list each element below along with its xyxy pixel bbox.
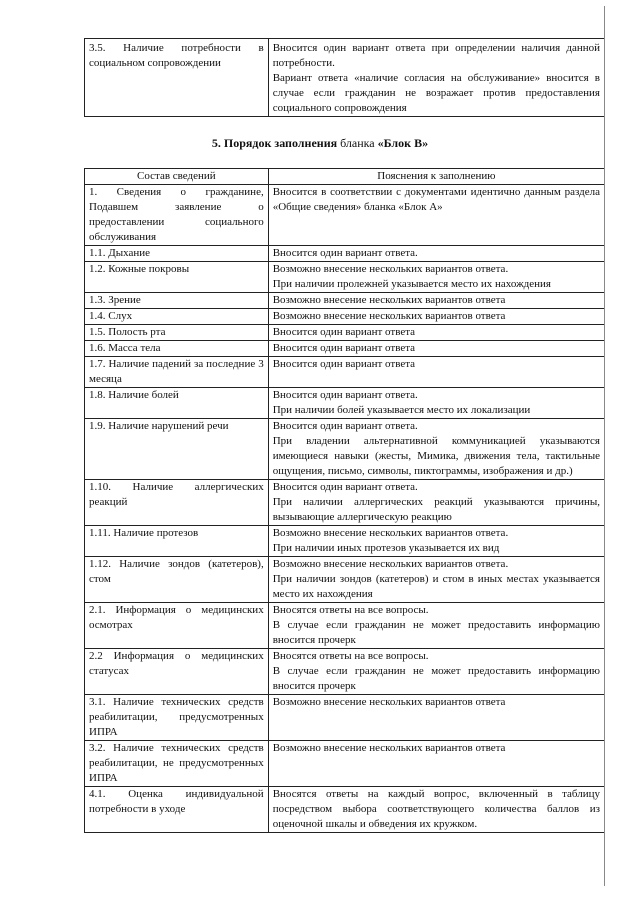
row-explanation bbox=[268, 526, 604, 557]
table-row bbox=[85, 695, 605, 741]
explanation-line: Вносится один вариант ответа bbox=[272, 326, 416, 338]
row-explanation bbox=[268, 341, 604, 357]
row-explanation bbox=[268, 649, 604, 695]
row-explanation bbox=[268, 246, 604, 262]
row-label: 1.8. Наличие болей bbox=[85, 388, 269, 419]
explanation-line: Вносятся ответы на все вопросы. bbox=[272, 604, 429, 616]
explanation-line: При наличии пролежней указывается место их нахождения bbox=[272, 278, 551, 290]
row-label: 1.7. Наличие падений за последние 3 месяца bbox=[85, 357, 269, 388]
explanation-line: Вносится один вариант ответа. bbox=[272, 389, 418, 401]
table-header-row bbox=[85, 169, 605, 185]
table-row bbox=[85, 741, 605, 787]
row-label: 3.1. Наличие технических средств реабилитации, предусмотренных ИПРА bbox=[85, 695, 269, 741]
explanation-line: Возможно внесение нескольких вариантов ответа bbox=[272, 294, 506, 306]
page-edge-line bbox=[604, 6, 605, 886]
row-explanation bbox=[268, 388, 604, 419]
row-label: 1.10. Наличие аллергических реакций bbox=[85, 480, 269, 526]
explanation-line: Вносится один вариант ответа bbox=[272, 358, 416, 370]
row-label: 2.2 Информация о медицинских статусах bbox=[85, 649, 269, 695]
table-row bbox=[85, 388, 605, 419]
table-row bbox=[85, 262, 605, 293]
heading-part: бланка bbox=[337, 136, 378, 150]
row-label: 1.2. Кожные покровы bbox=[85, 262, 269, 293]
row-explanation bbox=[268, 480, 604, 526]
explanation-line: При наличии болей указывается место их локализации bbox=[272, 404, 531, 416]
explanation-line: В случае если гражданин не может предоставить информацию вносится прочерк bbox=[272, 619, 600, 646]
explanation-line: Возможно внесение нескольких вариантов ответа. bbox=[272, 558, 509, 570]
row-label: 1.4. Слух bbox=[85, 309, 269, 325]
heading-part: «Блок В» bbox=[377, 136, 429, 150]
table-row bbox=[85, 357, 605, 388]
explanation-line: Вносится в соответствии с документами идентично данным раздела «Общие сведения» бланка «Блок А» bbox=[272, 186, 600, 213]
row-label: 1.1. Дыхание bbox=[85, 246, 269, 262]
row-explanation bbox=[268, 741, 604, 787]
row-explanation bbox=[268, 695, 604, 741]
explanation-line: Вариант ответа «наличие согласия на обслуживание» вносится в случае если гражданин не возражает против предоставления социального сопровождения bbox=[272, 72, 600, 114]
table-row bbox=[85, 526, 605, 557]
top-table-fragment bbox=[84, 38, 605, 117]
explanation-line: Возможно внесение нескольких вариантов ответа. bbox=[272, 263, 509, 275]
explanation-line: Вносятся ответы на все вопросы. bbox=[272, 650, 429, 662]
section-heading bbox=[0, 136, 640, 151]
row-label: 3.5. Наличие потребности в социальном сопровождении bbox=[85, 39, 269, 117]
row-explanation bbox=[268, 39, 604, 117]
explanation-line: Вносится один вариант ответа. bbox=[272, 247, 418, 259]
explanation-line: При наличии аллергических реакций указываются причины, вызывающие аллергическую реакцию bbox=[272, 496, 600, 523]
table-body bbox=[85, 185, 605, 833]
explanation-line: Вносится один вариант ответа bbox=[272, 342, 416, 354]
explanation-line: Вносится один вариант ответа. bbox=[272, 481, 418, 493]
row-label: 1.3. Зрение bbox=[85, 293, 269, 309]
explanation-line: В случае если гражданин не может предоставить информацию вносится прочерк bbox=[272, 665, 600, 692]
column-header: Пояснения к заполнению bbox=[268, 169, 604, 185]
row-explanation bbox=[268, 357, 604, 388]
row-label: 1.6. Масса тела bbox=[85, 341, 269, 357]
row-explanation bbox=[268, 262, 604, 293]
column-header: Состав сведений bbox=[85, 169, 269, 185]
row-explanation bbox=[268, 185, 604, 246]
explanation-line: Вносится один вариант ответа при определении наличия данной потребности. bbox=[272, 42, 600, 69]
explanation-line: Возможно внесение нескольких вариантов ответа bbox=[272, 696, 506, 708]
row-explanation bbox=[268, 419, 604, 480]
explanation-line: Вносятся ответы на каждый вопрос, включенный в таблицу посредством выбора соответствующего количества баллов из оценочной шкалы и обведения их кружком. bbox=[272, 788, 600, 830]
table-row bbox=[85, 39, 605, 117]
table-row bbox=[85, 246, 605, 262]
row-label: 1.9. Наличие нарушений речи bbox=[85, 419, 269, 480]
table-row bbox=[85, 603, 605, 649]
block-b-table bbox=[84, 168, 605, 833]
explanation-line: Возможно внесение нескольких вариантов ответа bbox=[272, 742, 506, 754]
row-explanation bbox=[268, 787, 604, 833]
table-row bbox=[85, 293, 605, 309]
explanation-line: При наличии иных протезов указывается их вид bbox=[272, 542, 500, 554]
explanation-line: При наличии зондов (катетеров) и стом в иных местах указывается место их нахождения bbox=[272, 573, 600, 600]
table-row bbox=[85, 341, 605, 357]
row-label: 1. Сведения о гражданине, Подавшем заявление о предоставлении социального обслуживания bbox=[85, 185, 269, 246]
table-row bbox=[85, 185, 605, 246]
table-row bbox=[85, 480, 605, 526]
row-label: 2.1. Информация о медицинских осмотрах bbox=[85, 603, 269, 649]
row-label: 4.1. Оценка индивидуальной потребности в уходе bbox=[85, 787, 269, 833]
row-explanation bbox=[268, 325, 604, 341]
heading-part: 5. Порядок заполнения bbox=[211, 136, 338, 150]
explanation-line: Возможно внесение нескольких вариантов ответа. bbox=[272, 527, 509, 539]
table-row bbox=[85, 557, 605, 603]
row-label: 3.2. Наличие технических средств реабилитации, не предусмотренных ИПРА bbox=[85, 741, 269, 787]
table-row bbox=[85, 309, 605, 325]
table-row bbox=[85, 419, 605, 480]
table-row bbox=[85, 649, 605, 695]
row-label: 1.12. Наличие зондов (катетеров), стом bbox=[85, 557, 269, 603]
table-row bbox=[85, 325, 605, 341]
row-explanation bbox=[268, 603, 604, 649]
row-explanation bbox=[268, 557, 604, 603]
row-explanation bbox=[268, 293, 604, 309]
row-label: 1.11. Наличие протезов bbox=[85, 526, 269, 557]
row-label: 1.5. Полость рта bbox=[85, 325, 269, 341]
row-explanation bbox=[268, 309, 604, 325]
explanation-line: При владении альтернативной коммуникацией указываются имеющиеся навыки (жесты, Мимика, движения тела, тактильные ощущения, письмо, символы, пиктограммы, изображения и др.) bbox=[272, 435, 600, 477]
table-row bbox=[85, 787, 605, 833]
explanation-line: Возможно внесение нескольких вариантов ответа bbox=[272, 310, 506, 322]
explanation-line: Вносится один вариант ответа. bbox=[272, 420, 418, 432]
